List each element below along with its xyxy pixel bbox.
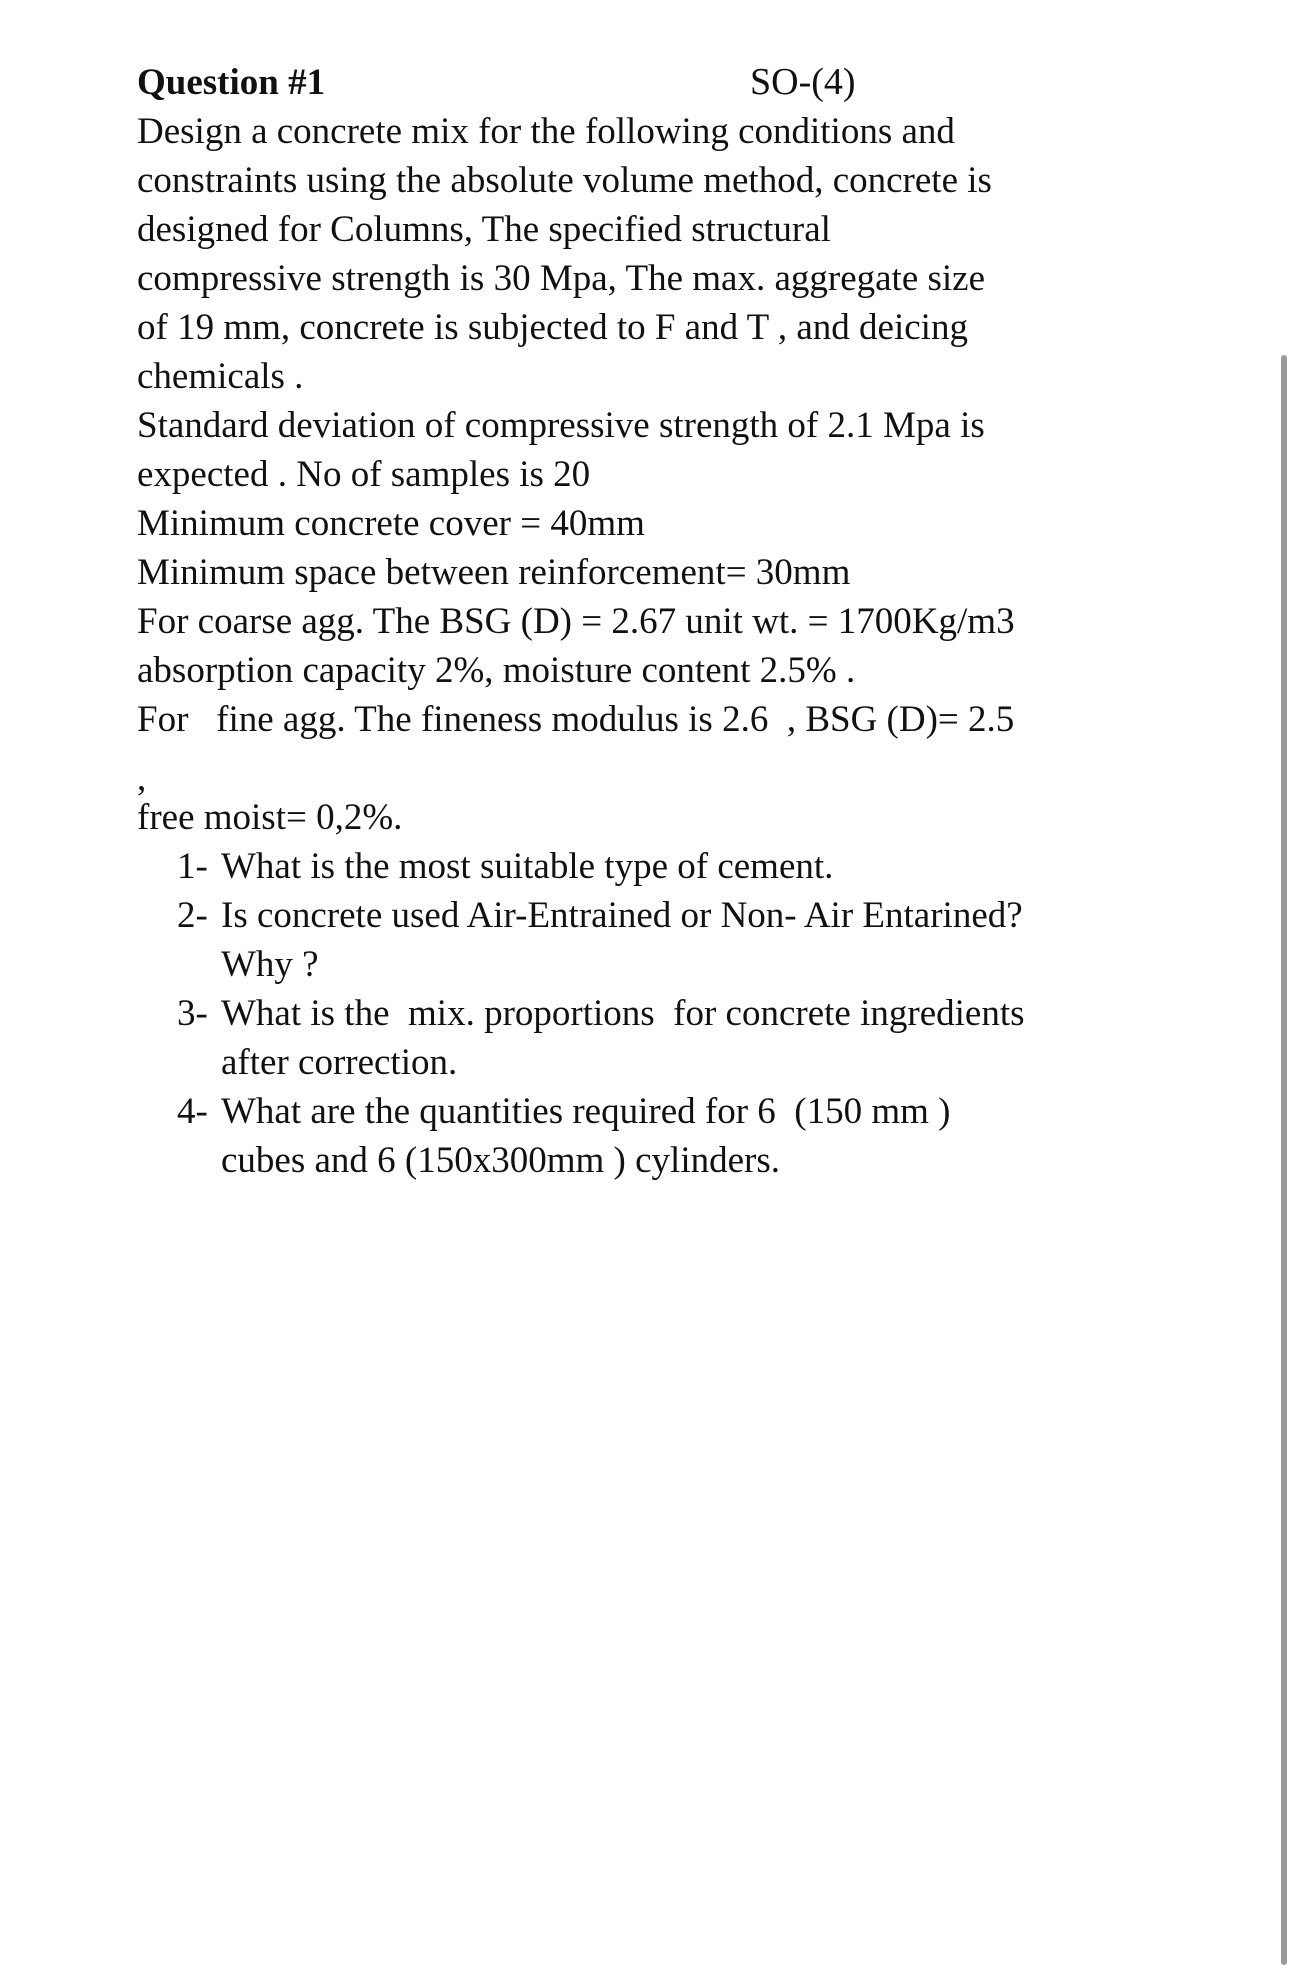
question-document <box>137 58 1137 1185</box>
question-item <box>137 842 1137 891</box>
question-text: What is the mix. proportions for concrete ingredients <box>221 993 1025 1034</box>
problem-text-line: expected . No of samples is 20 <box>137 454 591 495</box>
question-number: 1- <box>177 846 208 887</box>
problem-text-line: of 19 mm, concrete is subjected to F and T , and deicing <box>137 307 968 348</box>
problem-text-line: constraints using the absolute volume method, concrete is <box>137 160 992 201</box>
question-text-continued: Why ? <box>221 944 319 985</box>
question-text-continued: cubes and 6 (150x300mm ) cylinders. <box>221 1140 780 1181</box>
problem-text-line: Minimum space between reinforcement= 30mm <box>137 552 851 593</box>
question-text: What are the quantities required for 6 (150 mm ) <box>221 1091 951 1132</box>
outcome-code: SO-(4) <box>750 61 856 103</box>
question-header <box>137 58 1137 107</box>
question-number: 3- <box>177 993 208 1034</box>
question-list <box>137 842 1137 1185</box>
problem-text-line: For coarse agg. The BSG (D) = 2.67 unit wt. = 1700Kg/m3 <box>137 601 1015 642</box>
question-text: What is the most suitable type of cement. <box>221 846 834 887</box>
question-number: 2- <box>177 895 208 936</box>
problem-text-line: chemicals . <box>137 356 304 397</box>
question-item <box>137 1087 1137 1185</box>
problem-text-line: compressive strength is 30 Mpa, The max. aggregate size <box>137 258 986 299</box>
vertical-scrollbar[interactable] <box>1281 355 1287 1965</box>
question-item <box>137 989 1137 1087</box>
stray-comma: , <box>137 758 147 799</box>
problem-text-line: absorption capacity 2%, moisture content 2.5% . <box>137 650 856 691</box>
problem-text-line: Minimum concrete cover = 40mm <box>137 503 645 544</box>
question-text: Is concrete used Air-Entrained or Non- Air Entarined? <box>221 895 1023 936</box>
free-moisture-line: free moist= 0,2%. <box>137 797 403 838</box>
stray-comma-line <box>137 744 1137 799</box>
problem-text-line: Standard deviation of compressive strength of 2.1 Mpa is <box>137 405 985 446</box>
question-text-continued: after correction. <box>221 1042 458 1083</box>
problem-text-line: designed for Columns, The specified structural <box>137 209 831 250</box>
question-title: Question #1 <box>137 62 326 103</box>
problem-text-line: Design a concrete mix for the following conditions and <box>137 111 955 152</box>
question-item <box>137 891 1137 989</box>
problem-text-line: For fine agg. The fineness modulus is 2.6 , BSG (D)= 2.5 <box>137 699 1015 740</box>
question-number: 4- <box>177 1091 208 1132</box>
